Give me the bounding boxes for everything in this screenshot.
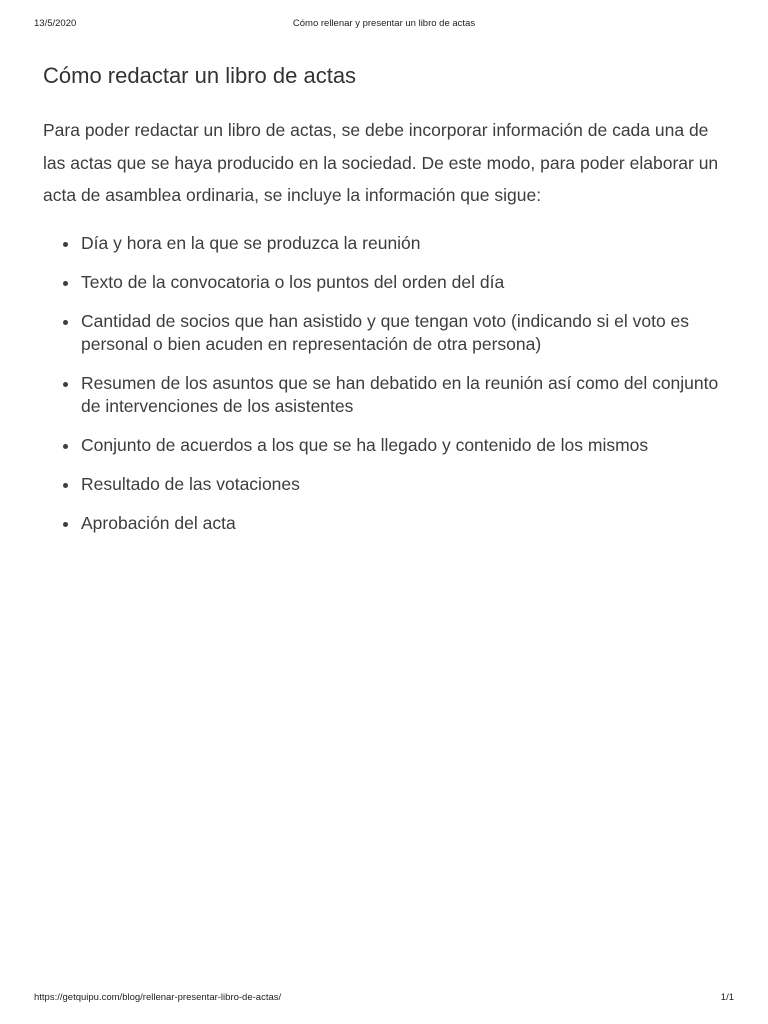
bullet-icon [63,242,68,247]
bullet-icon [63,281,68,286]
list-item [43,434,733,457]
list-item-text: Día y hora en la que se produzca la reunión [81,232,421,253]
list-item [43,310,733,356]
bullet-list [43,232,733,535]
page-number: 1/1 [720,992,734,1003]
list-item-text: Cantidad de socios que han asistido y que tengan voto (indicando si el voto es personal o bien acuden en representación de otra persona) [81,310,690,354]
article-heading: Cómo redactar un libro de actas [43,63,357,88]
bullet-icon [63,444,68,449]
bullet-icon [63,382,68,387]
bullet-icon [63,483,68,488]
bullet-icon [63,320,68,325]
list-item [43,271,733,294]
list-item [43,473,733,496]
article-content [43,60,733,551]
list-item-text: Conjunto de acuerdos a los que se ha llegado y contenido de los mismos [81,434,649,455]
list-item [43,372,733,418]
print-footer [0,992,768,1006]
intro-paragraph: Para poder redactar un libro de actas, se debe incorporar información de cada una de las actas que se haya producido en la sociedad. De este modo, para poder elaborar un acta de asamblea ordinaria, se incluye la información que sigue: [43,120,719,205]
list-item [43,232,733,255]
list-item-text: Aprobación del acta [81,512,236,533]
list-item-text: Texto de la convocatoria o los puntos del orden del día [81,271,505,292]
list-item-text: Resumen de los asuntos que se han debatido en la reunión así como del conjunto de intervenciones de los asistentes [81,372,719,416]
list-item-text: Resultado de las votaciones [81,473,300,494]
print-title: Cómo rellenar y presentar un libro de actas [292,18,476,29]
source-url[interactable]: https://getquipu.com/blog/rellenar-presentar-libro-de-actas/ [34,992,282,1003]
print-date: 13/5/2020 [34,18,77,29]
list-item [43,512,733,535]
bullet-icon [63,522,68,527]
print-header [0,18,768,32]
